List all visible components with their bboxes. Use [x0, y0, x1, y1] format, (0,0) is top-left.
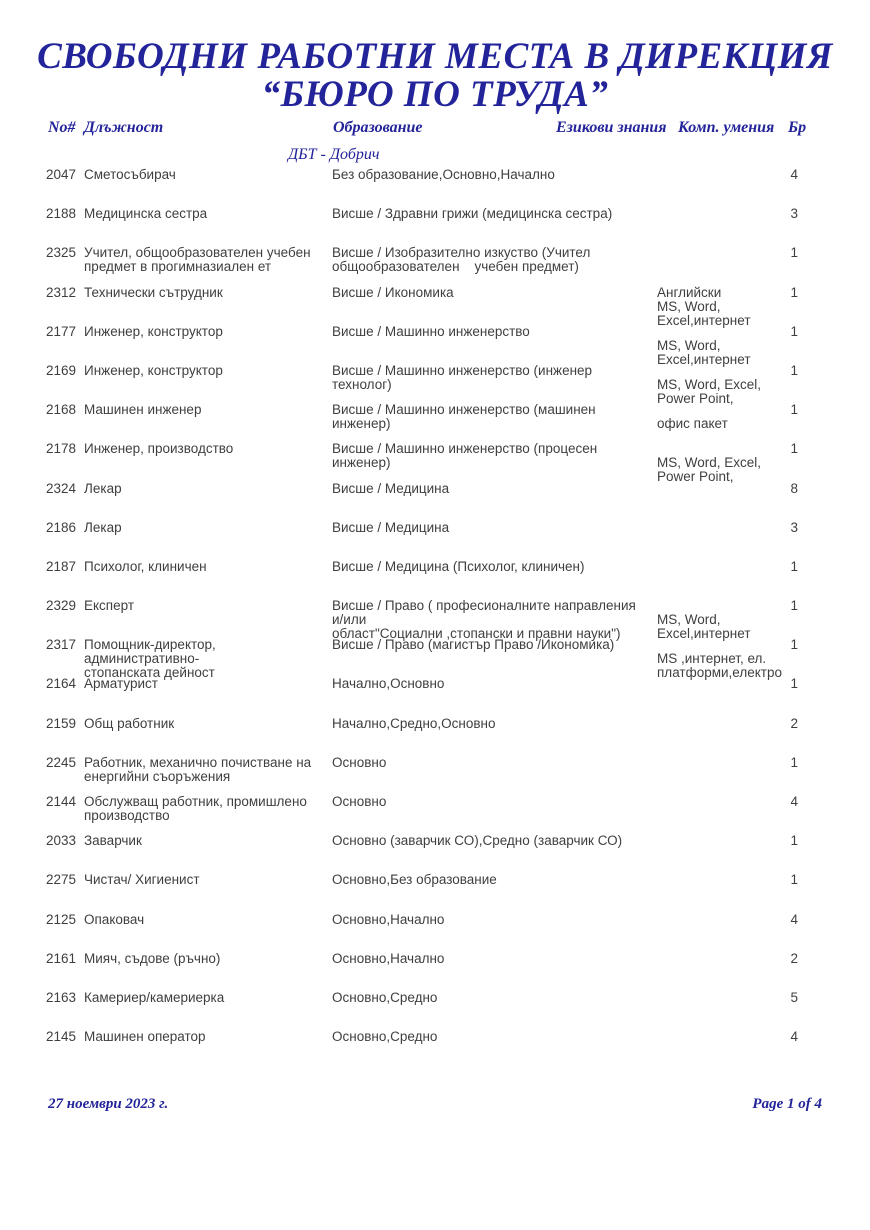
vacancy-count: 1 [790, 754, 798, 770]
vacancy-count: 3 [790, 519, 798, 535]
computer-skill-line: MS ,интернет, ел. [657, 651, 767, 667]
vacancy-education [332, 873, 644, 887]
vacancy-education [332, 834, 644, 848]
vacancy-row [0, 637, 870, 681]
vacancy-position [84, 325, 330, 339]
vacancy-position [84, 403, 330, 417]
vacancy-count: 1 [790, 323, 798, 339]
position-line: Експерт [84, 598, 135, 614]
vacancy-id: 2163 [46, 989, 77, 1005]
position-line: Инженер, производство [84, 441, 234, 457]
education-line: Основно,Начално [332, 911, 445, 927]
page-title-line1: СВОБОДНИ РАБОТНИ МЕСТА В ДИРЕКЦИЯ [37, 36, 833, 77]
position-line: Опаковач [84, 911, 145, 927]
computer-skill-line: MS, Word, [657, 337, 721, 353]
position-line: Мияч, съдове (ръчно) [84, 950, 221, 966]
position-line: Инженер, конструктор [84, 362, 223, 378]
vacancy-count: 4 [790, 794, 798, 809]
education-line: Основно,Средно [332, 989, 438, 1005]
vacancy-id: 2144 [46, 794, 77, 809]
vacancy-id: 2188 [46, 206, 77, 222]
vacancy-id: 2325 [46, 245, 77, 261]
position-line: Работник, механично почистване на [84, 754, 312, 770]
vacancy-row [0, 441, 870, 485]
position-line: Машинен оператор [84, 1029, 206, 1045]
position-line: производство [84, 808, 170, 823]
vacancy-row [0, 834, 870, 873]
computer-skill-line: Excel,интернет [657, 351, 751, 367]
vacancy-id: 2033 [46, 833, 77, 849]
vacancy-row [0, 482, 870, 521]
vacancy-row [0, 1030, 870, 1069]
vacancy-id: 2329 [46, 598, 77, 614]
vacancy-position [84, 834, 330, 848]
vacancy-position [84, 952, 330, 966]
vacancy-row [0, 677, 870, 716]
vacancy-position [84, 364, 330, 378]
education-line: Висше / Право (магистър Право /Икономика) [332, 637, 615, 653]
vacancy-row [0, 284, 870, 328]
footer-date: 27 ноември 2023 г. [48, 1096, 169, 1112]
page-footer [48, 1096, 822, 1113]
vacancy-education [332, 364, 644, 392]
vacancy-id: 2145 [46, 1029, 77, 1045]
vacancy-count: 1 [790, 284, 798, 300]
vacancy-id: 2169 [46, 362, 77, 378]
vacancy-id: 2125 [46, 911, 77, 927]
education-line: общообразователен учебен предмет) [332, 259, 579, 275]
education-line: Висше / Право ( професионалните направления и/или [332, 598, 640, 628]
position-line: Обслужващ работник, промишлено [84, 794, 307, 809]
education-line: Висше / Икономика [332, 284, 454, 300]
vacancy-education [332, 286, 644, 300]
education-line: област"Социални ,стопански и правни науки") [332, 626, 621, 642]
vacancy-position [84, 873, 330, 887]
vacancy-education [332, 442, 644, 470]
vacancy-row [0, 207, 870, 246]
column-header-position: Длъжност [84, 119, 164, 136]
vacancy-id: 2317 [46, 637, 77, 653]
position-line: Сметосъбирач [84, 167, 176, 182]
vacancy-education [332, 913, 644, 927]
position-line: Машинен инженер [84, 402, 202, 418]
vacancy-row [0, 168, 870, 207]
education-line: Основно,Средно [332, 1029, 438, 1045]
education-line: Начално,Средно,Основно [332, 715, 496, 731]
vacancy-education [332, 325, 644, 339]
education-line: Висше / Медицина [332, 480, 450, 496]
position-line: стопанската дейност [84, 665, 215, 681]
position-line: Инженер, конструктор [84, 323, 223, 339]
education-line: Висше / Медицина [332, 519, 450, 535]
vacancy-id: 2275 [46, 872, 77, 888]
vacancy-id: 2186 [46, 519, 77, 535]
vacancy-id: 2187 [46, 558, 77, 574]
vacancy-row [0, 991, 870, 1030]
vacancy-count: 1 [790, 362, 798, 378]
vacancy-id: 2324 [46, 480, 77, 496]
vacancy-position [84, 482, 330, 496]
computer-skill-line: платформи,електро [657, 665, 782, 681]
vacancy-id: 2159 [46, 715, 77, 731]
vacancy-position [84, 442, 330, 456]
education-line: Основно,Без образование [332, 872, 497, 888]
vacancy-count: 8 [790, 480, 798, 496]
column-header-languages: Езикови знания [556, 119, 667, 136]
vacancy-position [84, 717, 330, 731]
vacancy-education [332, 756, 644, 770]
vacancy-education [332, 638, 644, 652]
vacancy-count: 4 [790, 1029, 798, 1045]
vacancy-education [332, 168, 644, 182]
vacancy-row [0, 403, 870, 442]
vacancy-id: 2164 [46, 676, 77, 692]
vacancy-position [84, 560, 330, 574]
vacancy-education [332, 403, 644, 431]
vacancy-row [0, 873, 870, 912]
computer-skill-line: офис пакет [657, 416, 728, 432]
vacancy-id: 2177 [46, 323, 77, 339]
language-skill: Английски [657, 284, 722, 300]
vacancy-row [0, 756, 870, 795]
vacancy-education [332, 952, 644, 966]
vacancy-education [332, 246, 644, 274]
position-line: Камериер/камериерка [84, 989, 225, 1005]
computer-skill-line: Power Point, [657, 469, 734, 485]
vacancy-count: 1 [790, 833, 798, 849]
column-header-education: Образование [333, 119, 423, 136]
education-line: Висше / Медицина (Психолог, клиничен) [332, 558, 585, 574]
vacancy-row [0, 598, 870, 642]
computer-skill-line: MS, Word, Excel, [657, 376, 762, 392]
vacancy-count: 1 [790, 637, 798, 653]
vacancy-row [0, 952, 870, 991]
computer-skill-line: MS, Word, [657, 298, 721, 314]
footer-page-number: Page 1 of 4 [752, 1096, 822, 1112]
vacancy-education [332, 991, 644, 1005]
position-line: Лекар [84, 519, 122, 535]
vacancy-count: 5 [790, 989, 798, 1005]
vacancy-position [84, 521, 330, 535]
vacancy-row [0, 913, 870, 952]
vacancy-position [84, 756, 330, 784]
vacancy-count: 4 [790, 911, 798, 927]
position-line: Лекар [84, 480, 122, 496]
education-line: Висше / Машинно инженерство [332, 323, 530, 339]
computer-skill-line: Power Point, [657, 390, 734, 406]
vacancy-count: 4 [790, 167, 798, 182]
education-line: Висше / Машинно инженерство (машинен инженер) [332, 402, 600, 432]
vacancy-position [84, 246, 330, 274]
vacancy-count: 1 [790, 598, 798, 614]
page-title-line2: “БЮРО ПО ТРУДА” [261, 74, 609, 115]
position-line: Медицинска сестра [84, 206, 208, 222]
vacancy-row [0, 560, 870, 599]
vacancy-table-body [0, 168, 870, 1069]
vacancy-count: 1 [790, 402, 798, 418]
computer-skill-line: Excel,интернет [657, 626, 751, 642]
vacancy-position [84, 913, 330, 927]
education-line: Основно [332, 794, 387, 809]
education-line: Висше / Машинно инженерство (инженер технолог) [332, 362, 596, 392]
education-line: Основно,Начално [332, 950, 445, 966]
column-header-count: Бр [788, 119, 807, 136]
vacancy-position [84, 1030, 330, 1044]
vacancy-education [332, 560, 644, 574]
page-title [0, 38, 870, 114]
position-line: Помощник-директор, административно- [84, 637, 220, 667]
vacancy-education [332, 207, 644, 221]
education-line: Без образование,Основно,Начално [332, 167, 555, 182]
vacancy-count: 1 [790, 441, 798, 457]
vacancy-id: 2047 [46, 167, 77, 182]
vacancy-position [84, 991, 330, 1005]
section-header: ДБТ - Добрич [288, 146, 380, 163]
vacancy-id: 2245 [46, 754, 77, 770]
vacancy-id: 2168 [46, 402, 77, 418]
vacancy-education [332, 677, 644, 691]
vacancy-education [332, 1030, 644, 1044]
vacancy-position [84, 638, 330, 680]
vacancy-row [0, 323, 870, 367]
table-header-row [0, 119, 870, 139]
vacancy-count: 2 [790, 950, 798, 966]
vacancy-position [84, 795, 330, 823]
position-line: Чистач/ Хигиенист [84, 872, 200, 888]
education-line: Основно [332, 754, 387, 770]
vacancy-education [332, 482, 644, 496]
position-line: Психолог, клиничен [84, 558, 207, 574]
computer-skill-line: Excel,интернет [657, 312, 751, 328]
vacancy-row [0, 717, 870, 756]
vacancy-row [0, 246, 870, 285]
vacancy-count: 1 [790, 245, 798, 261]
vacancy-row [0, 795, 870, 834]
position-line: Общ работник [84, 715, 175, 731]
column-header-no: No# [48, 119, 76, 136]
vacancy-education [332, 599, 644, 641]
education-line: Висше / Машинно инженерство (процесен инженер) [332, 441, 601, 471]
education-line: Висше / Здравни грижи (медицинска сестра) [332, 206, 613, 222]
education-line: Начално,Основно [332, 676, 445, 692]
vacancy-position [84, 207, 330, 221]
column-header-computer: Комп. умения [678, 119, 775, 136]
position-line: Технически сътрудник [84, 284, 223, 300]
position-line: Учител, общообразователен учебен [84, 245, 311, 261]
vacancy-count: 1 [790, 676, 798, 692]
vacancy-id: 2161 [46, 950, 77, 966]
vacancy-count: 1 [790, 872, 798, 888]
vacancy-education [332, 717, 644, 731]
vacancy-position [84, 677, 330, 691]
vacancy-position [84, 168, 330, 182]
vacancy-row [0, 521, 870, 560]
vacancy-id: 2178 [46, 441, 77, 457]
vacancy-id: 2312 [46, 284, 77, 300]
computer-skill-line: MS, Word, Excel, [657, 455, 762, 471]
education-line: Висше / Изобразително изкуство (Учител [332, 245, 591, 261]
vacancy-row [0, 362, 870, 406]
vacancy-count: 1 [790, 558, 798, 574]
vacancy-education [332, 795, 644, 809]
position-line: Заварчик [84, 833, 142, 849]
position-line: Арматурист [84, 676, 158, 692]
vacancy-count: 3 [790, 206, 798, 222]
computer-skill-line: MS, Word, [657, 612, 721, 628]
vacancy-count: 2 [790, 715, 798, 731]
position-line: енергийни съоръжения [84, 768, 231, 784]
vacancy-position [84, 286, 330, 300]
vacancy-position [84, 599, 330, 613]
vacancy-education [332, 521, 644, 535]
position-line: предмет в прогимназиален ет [84, 259, 272, 275]
education-line: Основно (заварчик СО),Средно (заварчик СО) [332, 833, 623, 849]
